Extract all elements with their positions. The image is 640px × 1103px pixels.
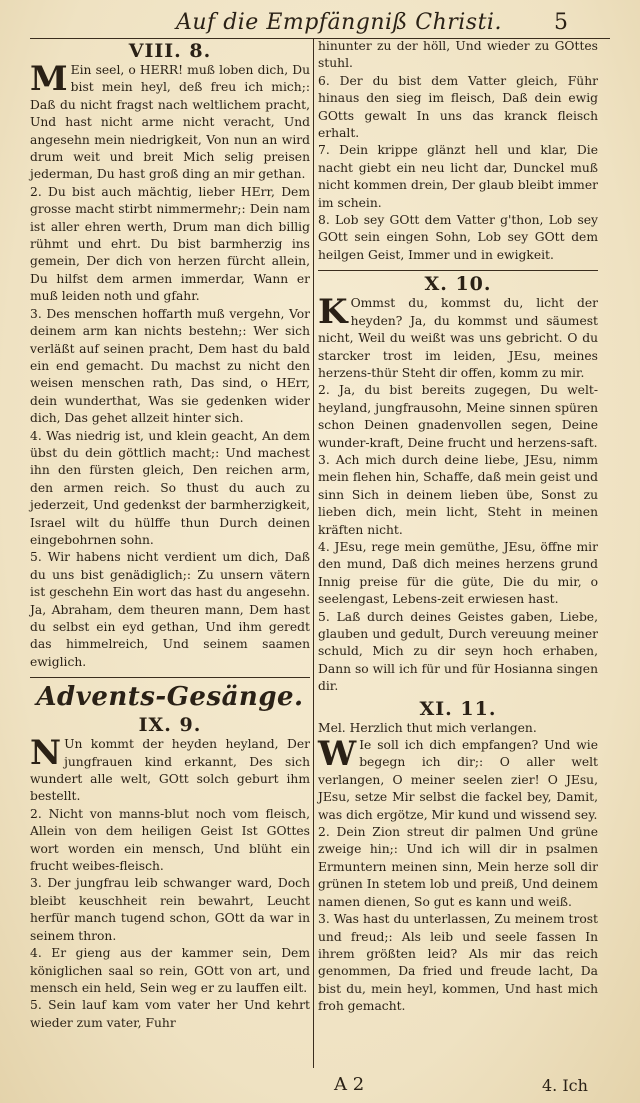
- dropcap-w: W: [318, 734, 357, 775]
- column-divider: [313, 38, 314, 1068]
- hymn-viii-verse-3: 3. Des menschen hoffarth muß vergehn, Vor deinem arm kan nichts bestehn;: Wer sich verläßt auf seinen pracht, Dem hast du bald ein end gemacht. Du machst zu nicht den weisen menschen rath, Das sind, o HErr, dein wunderthat, Was sie gedenken wider dich, Das gehet allzeit hinter sich.: [30, 306, 310, 426]
- hymn-viii-verse-4: 4. Was niedrig ist, und klein geacht, An dem übst du dein göttlich macht;: Und machest ihn den fürsten gleich, Den reichen arm, den armen reich. So thust du auch zu jederzeit, Und gedenkst der barmherzigkeit, Israel wilt du hülffe thun Durch deinen eingebohrnen sohn.: [30, 428, 310, 547]
- right-column: [318, 38, 598, 1016]
- verse-text: Ommst du, kommst du, licht der heyden? Ja, du kommst und säumest nicht, Weil du weißt was uns gebricht. O du starcker trost im leiden, JEsu, meines herzens-thür Steht dir offen, komm zu mir.: [318, 296, 598, 380]
- section-title: Advents-Gesänge.: [36, 682, 304, 713]
- hymn-x-verse-5: 5. Laß durch deines Geistes gaben, Liebe, glauben und gedult, Durch vereuung meiner schuld, Mich zu dir seyn hoch erhaben, Dann so will ich für und für Hosianna singen dir.: [318, 609, 598, 694]
- hymn-viii-verse-2: 2. Du bist auch mächtig, lieber HErr, Dem grosse macht stirbt nimmermehr;: Dein nam ist aller ehren werth, Drum man dich billig rühmt und ehrt. Du bist barmherzig ins gemein, Der dich von herzen fürcht allein, Du hilfst dem armen immerdar, Wann er muß leiden noth und gfahr.: [30, 184, 310, 304]
- hymn-x-title: X. 10.: [424, 273, 492, 296]
- hymn-xi-verse-2: 2. Dein Zion streut dir palmen Und grüne zweige hin;: Und ich will dir in psalmen Ermuntern meinen sinn, Mein herze soll dir grünen In stetem lob und preiß, Und deinem namen dienen, So gut es kann und weiß.: [318, 825, 598, 909]
- hymn-ix-verse-8: 8. Lob sey GOtt dem Vatter g'thon, Lob sey GOtt sein eingen Sohn, Lob sey GOtt dem heilgen Geist, Immer und in ewigkeit.: [318, 213, 598, 262]
- hymn-xi-verse-3: 3. Was hast du unterlassen, Zu meinem trost und freud;: Als leib und seele fassen In ihrem größten leid? Als mir das reich genommen, Da fried und freude lacht, Da bist du, mein heyl, kommen, Und hast mich froh gemacht.: [318, 912, 598, 1014]
- hymn-viii-verse-5: 5. Wir habens nicht verdient um dich, Daß du uns bist genädiglich;: Zu unsern vätern ist geschehn Ein wort das hast du angesehn. Ja, Abraham, dem theuren mann, Dem hast du selbst ein eyd gethan, Und ihm geredt das himmelreich, Und seinem saamen ewiglich.: [30, 550, 310, 669]
- hymn-x-verse-4: 4. JEsu, rege mein gemüthe, JEsu, öffne mir den mund, Daß dich meines herzens grund Innig preise für die güte, Die du mir, o seelengast, Lebens-zeit erwiesen hast.: [318, 539, 598, 607]
- hymn-ix-verse-7: 7. Dein krippe glänzt hell und klar, Die nacht giebt ein neu licht dar, Dunckel muß nicht kommen drein, Der glaub bleibt immer im schein.: [318, 143, 598, 210]
- hymn-ix-title: IX. 9.: [138, 714, 202, 737]
- hymn-ix-verse-4: 4. Er gieng aus der kammer sein, Dem königlichen saal so rein, GOtt von art, und mensch ein held, Sein weg er zu lauffen eilt.: [30, 946, 310, 995]
- verse-text: Ie soll ich dich empfangen? Und wie begegn ich dir;: O aller welt verlangen, O meiner seelen zier! O JEsu, JEsu, setze Mir selbst die fackel bey, Damit, was dich ergötze, Mir kund und wissend sey.: [318, 738, 598, 822]
- melody-line: Mel. Herzlich thut mich verlangen.: [318, 720, 537, 735]
- signature-mark: A 2: [334, 1074, 365, 1095]
- page-header: [0, 4, 640, 38]
- hymn-x-verse-3: 3. Ach mich durch deine liebe, JEsu, nimm mein flehen hin, Schaffe, daß mein geist und sinn Sich in deinem lieben übe, Sonst zu lieben dich, mein licht, Steht in meinen kräften nicht.: [318, 452, 598, 537]
- catchword: 4. Ich: [542, 1076, 588, 1095]
- verse-text: Un kommt der heyden heyland, Der jungfrauen kind erkannt, Des sich wundert alle welt, GOtt solch geburt ihm bestellt.: [30, 737, 310, 804]
- page-footer: [0, 1068, 640, 1098]
- hymn-ix-verse-3: 3. Der jungfrau leib schwanger ward, Doch bleibt keuschheit rein bewahrt, Leucht herfür manch tugend schon, GOtt da war in seinem thron.: [30, 876, 310, 943]
- dropcap-n: N: [30, 733, 62, 774]
- dropcap-m: M: [30, 59, 68, 99]
- hymn-x-verse-1: [318, 292, 598, 382]
- hymn-ix-verse-5: 5. Sein lauf kam vom vater her Und kehrt wieder zum vater, Fuhr: [30, 998, 310, 1030]
- verse-text: Ein seel, o HERR! muß loben dich, Du bist mein heyl, deß freu ich mich;: Daß du nicht fragst nach weltlichem pracht, Und hast nicht arme nicht veracht, Und angesehn mein niedrigkeit, Von nun an wird drum weit und breit Mich selig preisen jederman, Du hast groß ding an mir gethan.: [30, 63, 310, 182]
- hymn-rule: [318, 270, 598, 271]
- hymn-ix-verse-2: 2. Nicht von manns-blut noch vom fleisch, Allein von dem heiligen Geist Ist GOttes wort worden ein mensch, Und blüht ein frucht weibes-fleisch.: [30, 806, 310, 874]
- hymn-xi-title: XI. 11.: [419, 697, 497, 720]
- hymn-viii-title: VIII. 8.: [128, 40, 212, 62]
- page-number: 5: [554, 10, 568, 35]
- hymn-ix-continuation: hinunter zu der höll, Und wieder zu GOttes stuhl.: [318, 39, 598, 71]
- hymn-x-verse-2: 2. Ja, du bist bereits zugegen, Du welt-heyland, jungfrausohn, Meine sinnen spüren schon Deinen gnadenvollen segen, Deine wunder-kraft, Deine frucht und herzens-saft.: [318, 383, 598, 450]
- hymn-ix-verse-6: 6. Der du bist dem Vatter gleich, Führ hinaus den sieg im fleisch, Daß dein ewig GOtts gewalt In uns das kranck fleisch erhalt.: [318, 73, 598, 141]
- dropcap-k: K: [318, 292, 348, 333]
- hymn-xi-verse-1: [318, 734, 598, 824]
- running-title: Auf die Empfängniß Christi.: [176, 10, 502, 35]
- hymn-viii-verse-1: [30, 59, 310, 184]
- hymn-ix-verse-1: [30, 733, 310, 806]
- left-column: [30, 38, 310, 1032]
- section-rule: [30, 677, 310, 678]
